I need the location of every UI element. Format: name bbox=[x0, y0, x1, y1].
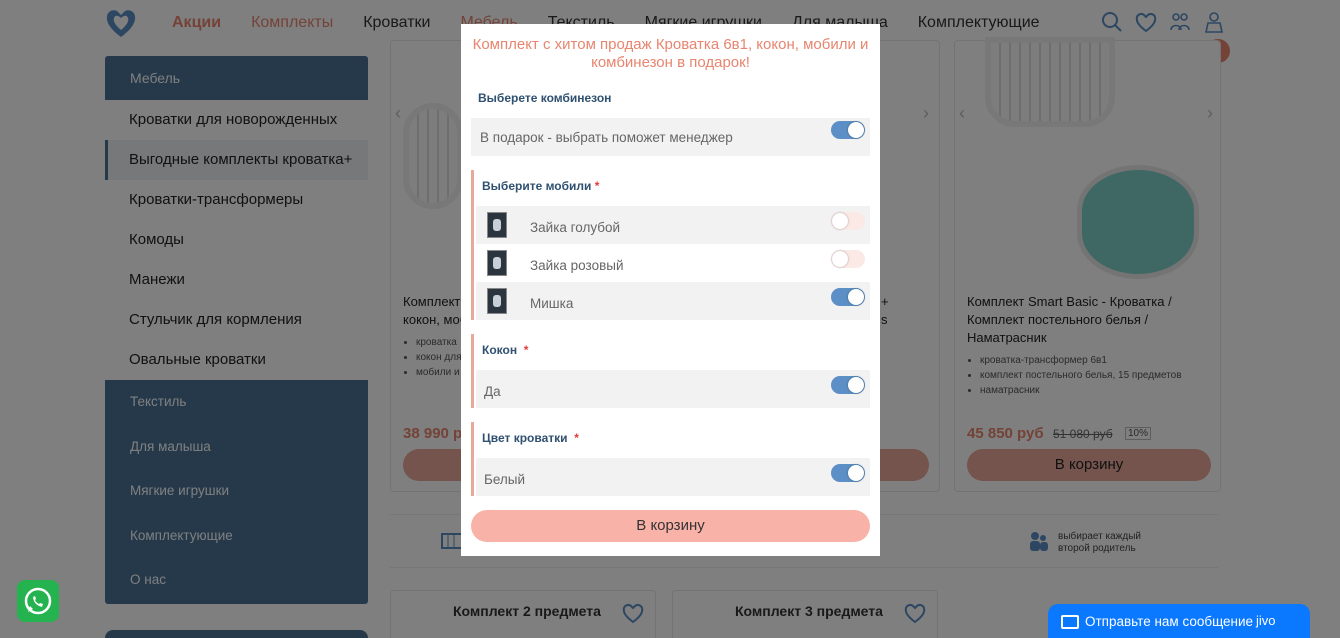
cocoon-option-row[interactable] bbox=[476, 370, 870, 408]
chat-widget[interactable] bbox=[1048, 604, 1310, 638]
jivo-logo: jivo bbox=[1256, 613, 1276, 628]
mobile-toggle[interactable] bbox=[831, 212, 865, 230]
mobile-toggle[interactable] bbox=[831, 288, 865, 306]
mobile-toggle[interactable] bbox=[831, 250, 865, 268]
overall-toggle[interactable] bbox=[831, 121, 865, 139]
bundle-options-modal bbox=[461, 24, 880, 556]
envelope-icon bbox=[1061, 615, 1079, 629]
cocoon-value: Да bbox=[484, 384, 501, 399]
mobile-thumbnail bbox=[487, 288, 507, 314]
required-marker bbox=[471, 170, 474, 320]
required-marker bbox=[471, 334, 474, 408]
color-toggle[interactable] bbox=[831, 464, 865, 482]
modal-title: Комплект с хитом продаж Кроватка 6в1, кокон, мобили и комбинезон в подарок! bbox=[472, 36, 869, 71]
overall-option-value: В подарок - выбрать поможет менеджер bbox=[480, 130, 733, 145]
color-label: Цвет кроватки * bbox=[482, 431, 579, 445]
mobile-option-row[interactable] bbox=[476, 244, 870, 282]
color-value: Белый bbox=[484, 472, 526, 487]
mobile-thumbnail bbox=[487, 250, 507, 276]
whatsapp-icon bbox=[17, 580, 59, 622]
cocoon-label: Кокон * bbox=[482, 343, 529, 357]
mobile-option-row[interactable] bbox=[476, 282, 870, 320]
mobile-thumbnail bbox=[487, 212, 507, 238]
add-to-cart-button[interactable]: В корзину bbox=[471, 510, 870, 542]
mobile-section bbox=[471, 170, 870, 320]
mobile-label: Выберите мобили * bbox=[482, 179, 600, 193]
mobile-option-row[interactable] bbox=[476, 206, 870, 244]
whatsapp-button[interactable] bbox=[17, 580, 59, 622]
mobile-option-name: Зайка голубой bbox=[530, 220, 621, 235]
required-marker bbox=[471, 422, 474, 496]
mobile-option-name: Зайка розовый bbox=[530, 258, 624, 273]
cocoon-section bbox=[471, 334, 870, 408]
chat-prompt: Отправьте нам сообщение bbox=[1085, 614, 1254, 629]
color-option-row[interactable] bbox=[476, 458, 870, 496]
color-section bbox=[471, 422, 870, 496]
overall-label: Выберете комбинезон bbox=[478, 91, 612, 105]
cocoon-toggle[interactable] bbox=[831, 376, 865, 394]
overall-option-row[interactable] bbox=[471, 118, 870, 156]
mobile-option-name: Мишка bbox=[530, 296, 574, 311]
